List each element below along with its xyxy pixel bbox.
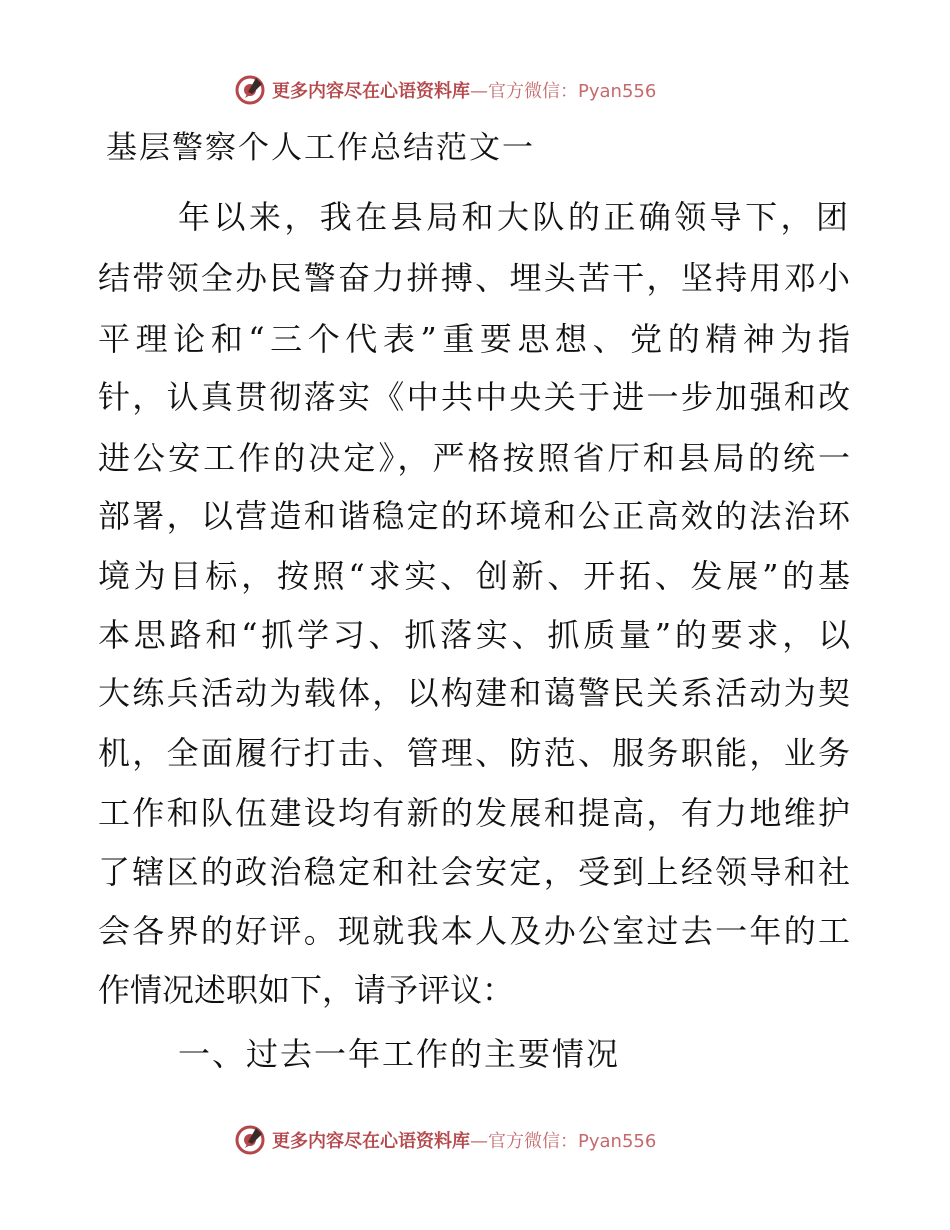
paragraph-line: 机，全面履行打击、管理、防范、服务职能，业务 <box>98 734 850 772</box>
paragraph-line: 大练兵活动为载体，以构建和蔼警民关系活动为契 <box>98 674 850 712</box>
paragraph-line: 针，认真贯彻落实《中共中央关于进一步加强和改 <box>98 378 850 416</box>
header-watermark-banner <box>234 72 656 108</box>
watermark-main-text: 更多内容尽在心语资料库 <box>272 81 470 102</box>
watermark-text <box>272 77 656 103</box>
paragraph-line: 本思路和“抓学习、抓落实、抓质量”的要求，以 <box>98 616 850 654</box>
document-title: 基层警察个人工作总结范文一 <box>106 130 535 166</box>
brand-logo-icon <box>234 74 266 106</box>
watermark-sub-text: —官方微信：Pyan556 <box>470 1131 657 1152</box>
paragraph-line: 会各界的好评。现就我本人及办公室过去一年的工 <box>98 912 850 950</box>
paragraph-line: 年以来，我在县局和大队的正确领导下，团 <box>178 198 848 236</box>
paragraph-line: 工作和队伍建设均有新的发展和提高，有力地维护 <box>98 794 850 832</box>
paragraph-line: 部署，以营造和谐稳定的环境和公正高效的法治环 <box>98 497 850 535</box>
footer-watermark-banner <box>234 1122 656 1158</box>
paragraph-line: 境为目标，按照“求实、创新、开拓、发展”的基 <box>98 557 850 595</box>
brand-logo-icon <box>234 1124 266 1156</box>
paragraph-line: 了辖区的政治稳定和社会安定，受到上经领导和社 <box>98 853 850 891</box>
watermark-text <box>272 1127 656 1153</box>
section-heading: 一、过去一年工作的主要情况 <box>178 1035 621 1073</box>
paragraph-line: 进公安工作的决定》，严格按照省厅和县局的统一 <box>98 439 850 477</box>
paragraph-line: 结带领全办民警奋力拼搏、埋头苦干，坚持用邓小 <box>98 259 850 297</box>
watermark-sub-text: —官方微信：Pyan556 <box>470 81 657 102</box>
paragraph-line: 作情况述职如下，请予评议： <box>98 971 515 1009</box>
paragraph-line: 平理论和“三个代表”重要思想、党的精神为指 <box>98 320 850 358</box>
watermark-main-text: 更多内容尽在心语资料库 <box>272 1131 470 1152</box>
